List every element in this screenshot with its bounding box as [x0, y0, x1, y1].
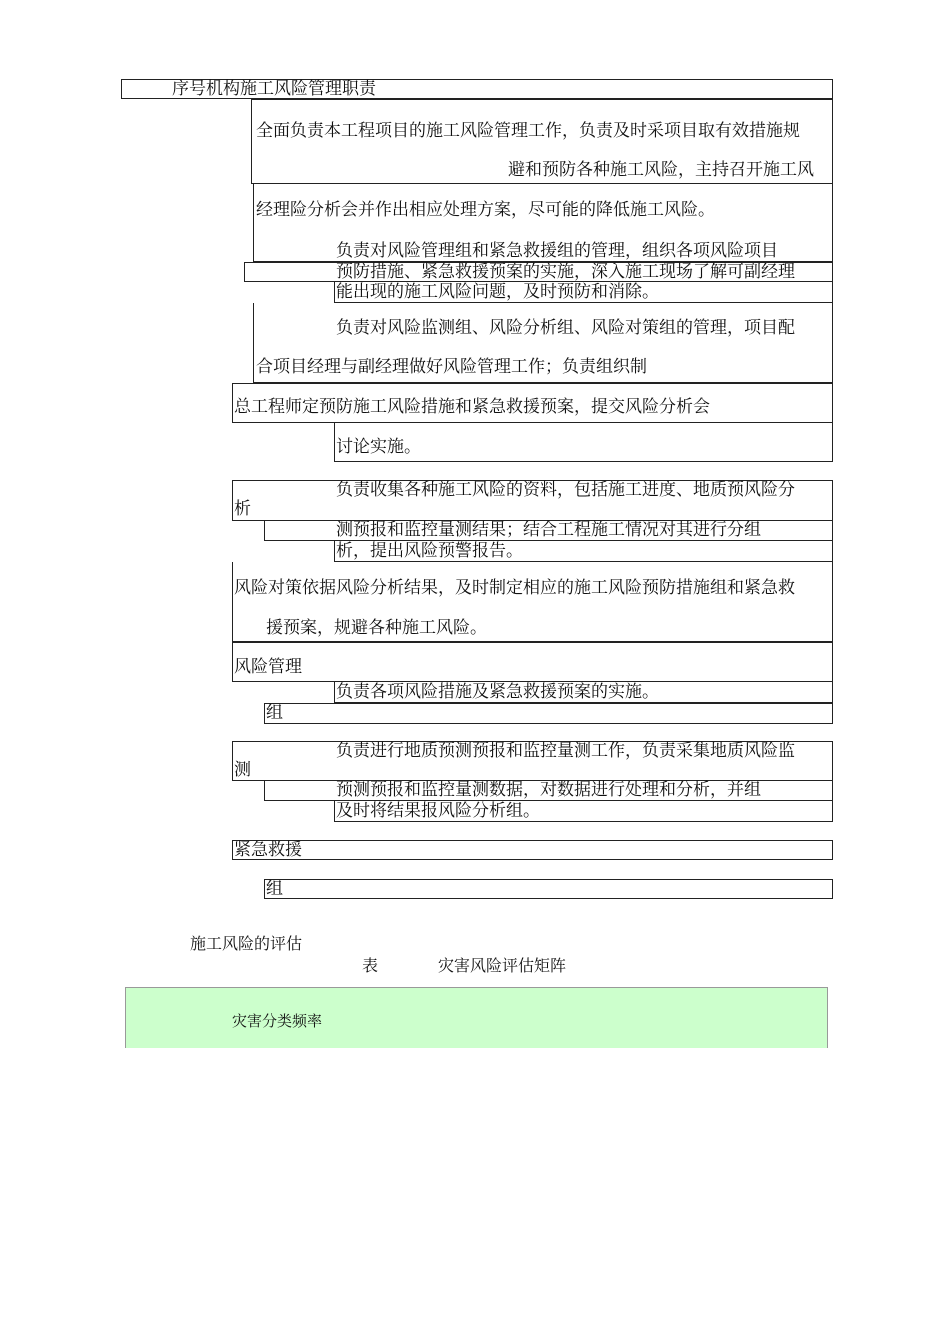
- monitoring-group-duty-line: 负责进行地质预测预报和监控量测工作，负责采集地质风险监: [336, 741, 795, 761]
- analysis-group-duty-line: 析，提出风险预警报告。: [336, 541, 523, 561]
- rescue-group-label: 组: [266, 879, 283, 899]
- chief-engineer-duty-line: 合项目经理与副经理做好风险管理工作；负责组织制: [256, 357, 647, 377]
- deputy-manager-duty-line: 预防措施、紧急救援预案的实施，深入施工现场了解可副经理: [336, 262, 795, 282]
- table-header: 序号机构施工风险管理职责: [172, 79, 376, 99]
- management-group-row-lower: [264, 703, 833, 724]
- monitoring-group-duty-line: 及时将结果报风险分析组。: [336, 801, 540, 821]
- chief-engineer-duty-line: 负责对风险监测组、风险分析组、风险对策组的管理，项目配: [336, 318, 795, 338]
- matrix-header: 灾害分类频率: [232, 1012, 323, 1030]
- countermeasure-group-duty-line: 风险对策依据风险分析结果，及时制定相应的施工风险预防措施组和紧急救: [234, 578, 795, 598]
- monitoring-group-label: 测: [234, 760, 251, 780]
- deputy-manager-duty-line: 负责对风险管理组和紧急救援组的管理，组织各项风险项目: [336, 241, 778, 261]
- management-group-row: [232, 642, 833, 682]
- chief-engineer-duty-line: 讨论实施。: [336, 437, 421, 457]
- manager-duty-line: 经理险分析会并作出相应处理方案，尽可能的降低施工风险。: [256, 200, 715, 220]
- rescue-group-label: 紧急救援: [234, 840, 302, 860]
- section-heading: 施工风险的评估: [190, 934, 303, 953]
- manager-duty-line: 全面负责本工程项目的施工风险管理工作，负责及时采项目取有效措施规: [256, 121, 800, 141]
- deputy-manager-duty-line: 能出现的施工风险问题，及时预防和消除。: [336, 282, 659, 302]
- management-group-duty-line: 负责各项风险措施及紧急救援预案的实施。: [336, 682, 659, 702]
- rescue-group-row: [232, 840, 833, 860]
- countermeasure-group-duty-line: 援预案，规避各种施工风险。: [266, 618, 487, 638]
- analysis-group-label: 析: [234, 499, 251, 519]
- monitoring-group-duty-line: 预测预报和监控量测数据，对数据进行处理和分析，并组: [336, 780, 761, 800]
- manager-duty-line: 避和预防各种施工风险，主持召开施工风: [508, 160, 814, 180]
- table-label: 表: [362, 956, 379, 975]
- management-group-label: 风险管理: [234, 657, 302, 677]
- management-group-label: 组: [266, 703, 283, 723]
- rescue-group-row-lower: [264, 879, 833, 899]
- chief-engineer-duty-line: 总工程师定预防施工风险措施和紧急救援预案，提交风险分析会: [234, 397, 710, 417]
- analysis-group-duty-line: 负责收集各种施工风险的资料，包括施工进度、地质预风险分: [336, 480, 795, 500]
- table-title: 灾害风险评估矩阵: [438, 956, 567, 975]
- analysis-group-duty-line: 测预报和监控量测结果；结合工程施工情况对其进行分组: [336, 520, 761, 540]
- matrix-header-cell: [125, 987, 828, 1048]
